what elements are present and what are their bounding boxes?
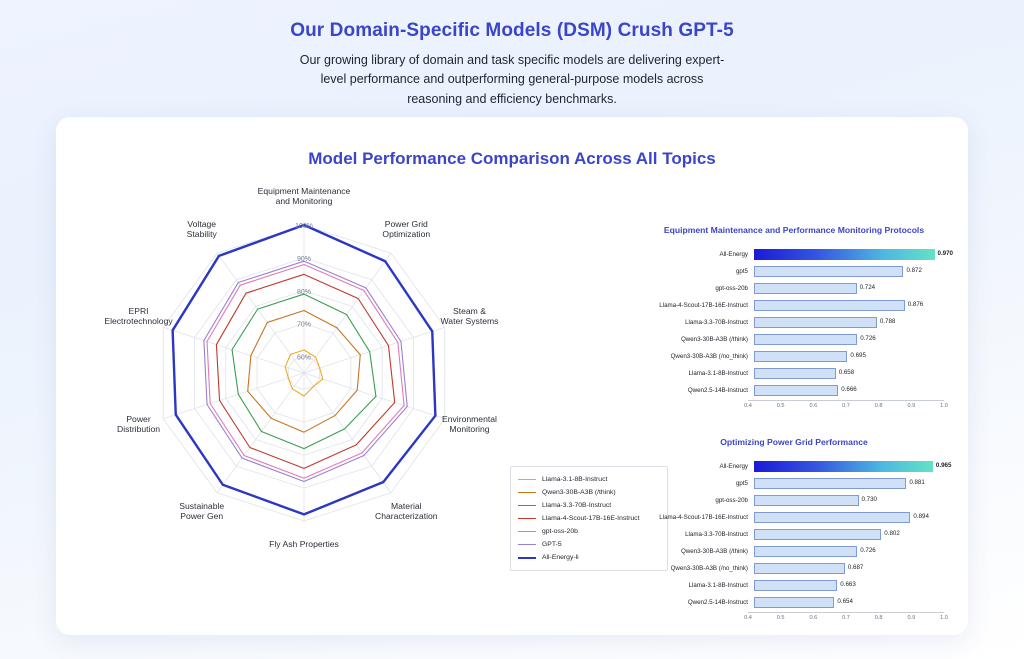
- legend-swatch: [518, 518, 536, 519]
- bar-row: [644, 476, 944, 490]
- bar-row: [644, 561, 944, 575]
- legend-item[interactable]: [518, 499, 660, 512]
- bar-category-label: gpt5: [735, 267, 748, 275]
- bar-track: [754, 529, 944, 540]
- bar-fill: [754, 461, 933, 472]
- svg-text:SustainablePower Gen: Sustainable Power Gen: [179, 500, 225, 521]
- bar-value-label: 0.666: [841, 385, 857, 393]
- bar-value-label: 0.663: [840, 580, 856, 588]
- bar-fill: [754, 283, 857, 294]
- bar-value-label: 0.724: [859, 283, 876, 291]
- svg-text:80%: 80%: [296, 288, 312, 296]
- legend-label: Qwen3-30B-A3B (/think): [542, 489, 616, 496]
- legend-swatch: [518, 505, 536, 506]
- bar-panel-title: Equipment Maintenance and Performance Monitoring Protocols: [663, 225, 925, 235]
- bar-fill: [754, 580, 837, 591]
- bar-panel-equipment-maintenance: [644, 225, 953, 413]
- bar-track: [754, 385, 944, 396]
- bar-track: [754, 461, 952, 472]
- axis-spacer: [644, 400, 748, 413]
- bar-row: [644, 315, 944, 329]
- axis-tick-label: 0.7: [842, 403, 850, 409]
- bar-value-label: 0.730: [861, 495, 877, 503]
- bar-fill: [754, 512, 910, 523]
- axis-tick-label: 0.9: [907, 403, 916, 409]
- svg-text:Fly Ash Properties: Fly Ash Properties: [269, 539, 339, 549]
- bar-row: [644, 247, 953, 261]
- bar-category-label: Llama-3.3-70B-Instruct: [685, 318, 748, 326]
- bar-category-label: Qwen3-30B-A3B (/no_think): [670, 352, 748, 360]
- bar-row: [644, 383, 944, 397]
- bar-row: [644, 527, 944, 541]
- legend-label: GPT-5: [542, 541, 562, 548]
- svg-text:Steam &Water Systems: Steam & Water Systems: [440, 306, 499, 327]
- svg-text:100%: 100%: [295, 223, 313, 230]
- svg-text:MaterialCharacterization: Material Characterization: [374, 500, 438, 521]
- bar-track: [754, 580, 944, 591]
- bar-value-label: 0.726: [860, 546, 876, 554]
- bar-category-label: Llama-3.1-8B-Instruct: [688, 581, 748, 589]
- axis-tick-label: 0.4: [744, 615, 752, 621]
- bar-value-label: 0.881: [909, 478, 925, 486]
- svg-text:VoltageStability: Voltage Stability: [186, 219, 217, 240]
- bar-value-label: 0.802: [884, 529, 900, 537]
- legend-label: gpt-oss-20b: [542, 528, 578, 535]
- bar-axis: [644, 612, 948, 625]
- axis-tick-label: 0.9: [907, 615, 916, 621]
- legend-item[interactable]: [518, 512, 660, 525]
- bar-fill: [754, 300, 905, 311]
- bar-panel-title: Optimizing Power Grid Performance: [720, 437, 868, 447]
- legend-swatch: [518, 479, 536, 480]
- bar-value-label: 0.872: [906, 266, 922, 274]
- bar-fill: [754, 334, 857, 345]
- bar-category-label: Qwen2.5-14B-Instruct: [687, 386, 748, 394]
- bar-row: [644, 298, 944, 312]
- axis-tick-label: 0.8: [874, 615, 883, 621]
- bar-category-label: Llama-3.3-70B-Instruct: [685, 530, 748, 538]
- bar-rows: [644, 247, 953, 397]
- bar-track: [754, 546, 944, 557]
- axis-tick-label: 0.7: [842, 615, 850, 621]
- bar-track: [754, 351, 944, 362]
- axis-tick-label: 0.6: [809, 615, 818, 621]
- bar-fill: [754, 317, 877, 328]
- bar-row: [644, 493, 944, 507]
- legend-swatch: [518, 492, 536, 493]
- bar-value-label: 0.788: [879, 317, 896, 325]
- bar-fill: [754, 546, 857, 557]
- bar-category-label: All-Energy: [719, 250, 748, 258]
- axis-tick-label: 0.6: [809, 403, 818, 409]
- bar-fill: [754, 563, 845, 574]
- legend-label: Llama-4-Scout-17B-16E-Instruct: [542, 515, 640, 522]
- bar-value-label: 0.658: [838, 368, 855, 376]
- bar-axis: [644, 400, 948, 413]
- bar-row: [644, 366, 944, 380]
- bar-track: [754, 495, 944, 506]
- bar-category-label: Qwen3-30B-A3B (/no_think): [670, 564, 748, 572]
- bar-value-label: 0.970: [937, 249, 953, 257]
- bar-track: [754, 334, 944, 345]
- legend-item[interactable]: [518, 538, 660, 551]
- card-title: Model Performance Comparison Across All Topics: [308, 149, 716, 168]
- chart-card: [56, 117, 968, 635]
- bar-track: [754, 300, 944, 311]
- axis-ticks: [744, 400, 948, 413]
- svg-text:EnvironmentalMonitoring: Environmental Monitoring: [442, 413, 497, 434]
- bar-value-label: 0.695: [850, 351, 866, 359]
- bar-row: [644, 264, 944, 278]
- bar-value-label: 0.726: [860, 334, 876, 342]
- axis-tick-label: 0.8: [874, 403, 883, 409]
- axis-tick-label: 0.5: [776, 615, 785, 621]
- bar-fill: [754, 385, 838, 396]
- axis-tick-label: 0.5: [776, 403, 785, 409]
- bar-panels: [644, 225, 953, 649]
- bar-track: [754, 368, 944, 379]
- bar-value-label: 0.687: [847, 563, 864, 571]
- bar-fill: [754, 249, 935, 260]
- bar-row: [644, 281, 944, 295]
- legend-item[interactable]: [518, 473, 660, 486]
- bar-value-label: 0.894: [913, 512, 929, 520]
- bar-row: [644, 349, 944, 363]
- bar-fill: [754, 529, 881, 540]
- page-subtitle: Our growing library of domain and task specific models are delivering expert-level performance and outperforming general-purpose models across reasoning and efficiency benchmarks.: [299, 53, 725, 106]
- bar-fill: [754, 351, 847, 362]
- bar-row: [644, 595, 944, 609]
- radar-chart: [86, 183, 640, 603]
- bar-track: [754, 563, 944, 574]
- page-header: [0, 0, 1024, 109]
- bar-category-label: All-Energy: [719, 462, 748, 470]
- bar-rows: [644, 459, 952, 609]
- legend-item[interactable]: [518, 486, 660, 499]
- bar-category-label: Qwen3-30B-A3B (/think): [680, 335, 748, 343]
- svg-text:Power GridOptimization: Power Grid Optimization: [382, 219, 431, 240]
- svg-text:90%: 90%: [296, 255, 312, 263]
- bar-category-label: gpt-oss-20b: [715, 284, 748, 292]
- bar-track: [754, 512, 944, 523]
- bar-track: [754, 266, 944, 277]
- bar-row: [644, 578, 944, 592]
- axis-spacer: [644, 612, 748, 625]
- legend-swatch: [518, 531, 536, 532]
- bar-category-label: Qwen3-30B-A3B (/think): [680, 547, 748, 555]
- bar-track: [754, 478, 944, 489]
- bar-track: [754, 249, 953, 260]
- bar-category-label: gpt5: [735, 479, 748, 487]
- svg-text:60%: 60%: [296, 354, 312, 362]
- axis-tick-label: 1.0: [940, 615, 948, 621]
- svg-text:EPRIElectrotechnology: EPRI Electrotechnology: [104, 306, 173, 327]
- svg-text:Equipment Maintenanceand Monit: Equipment Maintenance and Monitoring: [257, 186, 351, 206]
- bar-track: [754, 597, 944, 608]
- page-title: Our Domain-Specific Models (DSM) Crush GPT-5: [290, 20, 734, 41]
- bar-row: [644, 459, 952, 473]
- axis-tick-label: 1.0: [940, 403, 948, 409]
- bar-value-label: 0.654: [837, 597, 853, 605]
- legend-label: All-Energy-li: [542, 554, 579, 561]
- bar-category-label: gpt-oss-20b: [715, 496, 748, 504]
- bar-track: [754, 283, 944, 294]
- legend-item[interactable]: [518, 525, 660, 538]
- bar-fill: [754, 478, 906, 489]
- legend-swatch: [518, 557, 536, 559]
- axis-ticks: [744, 612, 948, 625]
- legend-swatch: [518, 544, 536, 545]
- bar-category-label: Llama-4-Scout-17B-16E-Instruct: [659, 301, 748, 309]
- bar-fill: [754, 597, 834, 608]
- legend-item[interactable]: [518, 551, 660, 564]
- bar-value-label: 0.965: [935, 461, 952, 469]
- bar-fill: [754, 368, 836, 379]
- bar-value-label: 0.876: [907, 300, 924, 308]
- svg-text:70%: 70%: [296, 321, 312, 329]
- bar-category-label: Llama-4-Scout-17B-16E-Instruct: [659, 513, 748, 521]
- bar-category-label: Qwen2.5-14B-Instruct: [687, 598, 748, 606]
- bar-row: [644, 544, 944, 558]
- svg-text:PowerDistribution: Power Distribution: [117, 413, 161, 434]
- bar-fill: [754, 266, 903, 277]
- bar-row: [644, 510, 944, 524]
- bar-panel-power-grid: [644, 437, 952, 625]
- legend-label: Llama-3.3-70B-Instruct: [542, 502, 612, 509]
- bar-row: [644, 332, 944, 346]
- bar-track: [754, 317, 944, 328]
- axis-tick-label: 0.4: [744, 403, 752, 409]
- bar-fill: [754, 495, 859, 506]
- bar-category-label: Llama-3.1-8B-Instruct: [688, 369, 748, 377]
- legend-label: Llama-3.1-8B-Instruct: [542, 476, 608, 483]
